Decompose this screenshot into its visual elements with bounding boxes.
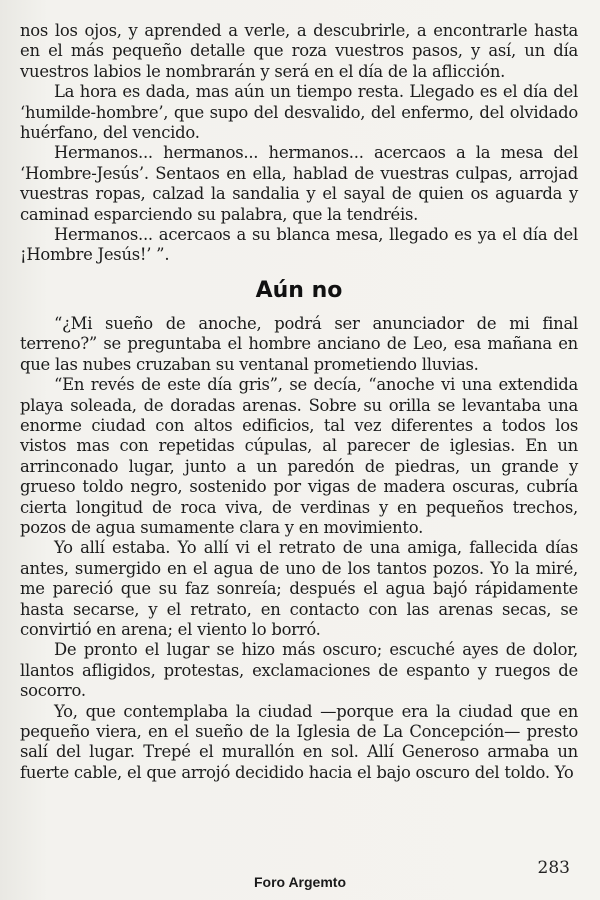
paragraph: “En revés de este día gris”, se decía, “anoche vi una extendida playa soleada, de doradas arenas. Sobre su orilla se levantaba una enorme ciudad con altos edificios, tal vez diferentes a todos los vistos mas con repetidas cúpulas, al parecer de iglesias. En un arrinconado lugar, junto a un paredón de piedras, un grande y grueso toldo negro, sostenido por vigas de madera oscuras, cubría cierta longitud de roca viva, de verdinas y en pequeños trechos, pozos de agua sumamente clara y en movimiento. bbox=[20, 375, 578, 537]
paragraph: La hora es dada, mas aún un tiempo resta. Llegado es el día del ‘humilde-hombre’, que supo del desvalido, del enfermo, del olvidado huérfano, del vencido. bbox=[20, 82, 578, 143]
body-text bbox=[20, 21, 578, 783]
section-heading: Aún no bbox=[255, 277, 343, 303]
paragraph: “¿Mi sueño de anoche, podrá ser anunciador de mi final terreno?” se preguntaba el hombre anciano de Leo, esa mañana en que las nubes cruzaban su ventanal prometiendo lluvias. bbox=[20, 313, 578, 374]
paragraph-continuation: nos los ojos, y aprended a verle, a descubrirle, a encontrarle hasta en el más pequeño detalle que roza vuestros pasos, y así, un día vuestros labios le nombrarán y será en el día de la aflicción. bbox=[20, 21, 578, 81]
page-number: 283 bbox=[537, 858, 570, 878]
paragraph: Yo allí estaba. Yo allí vi el retrato de una amiga, fallecida días antes, sumergido en el agua de uno de los tantos pozos. Yo la miré, me pareció que su faz sonreía; después el agua bajó rápidamente hasta secarse, y el retrato, en contacto con las arenas secas, se convirtió en arena; el viento lo borró. bbox=[20, 538, 578, 639]
watermark-text: Foro Argemto bbox=[253, 874, 347, 890]
paragraph: De pronto el lugar se hizo más oscuro; escuché ayes de dolor, llantos afligidos, protestas, exclamaciones de espanto y ruegos de socorro. bbox=[20, 640, 578, 701]
paragraph: Hermanos... acercaos a su blanca mesa, llegado es ya el día del ¡Hombre Jesús!’ ”. bbox=[20, 225, 578, 265]
paragraph: Hermanos... hermanos... hermanos... acercaos a la mesa del ‘Hombre-Jesús’. Sentaos en ella, hablad de vuestras culpas, arrojad vuestras ropas, calzad la sandalia y el sayal de quien os aguarda y caminad esparciendo su palabra, que la tendréis. bbox=[20, 143, 578, 224]
paragraph: Yo, que contemplaba la ciudad —porque era la ciudad que en pequeño viera, en el sueño de la Iglesia de La Concepción— presto salí del lugar. Trepé el murallón en sol. Allí Generoso armaba un fuerte cable, el que arrojó decidido hacia el bajo oscuro del toldo. Yo bbox=[20, 701, 578, 782]
